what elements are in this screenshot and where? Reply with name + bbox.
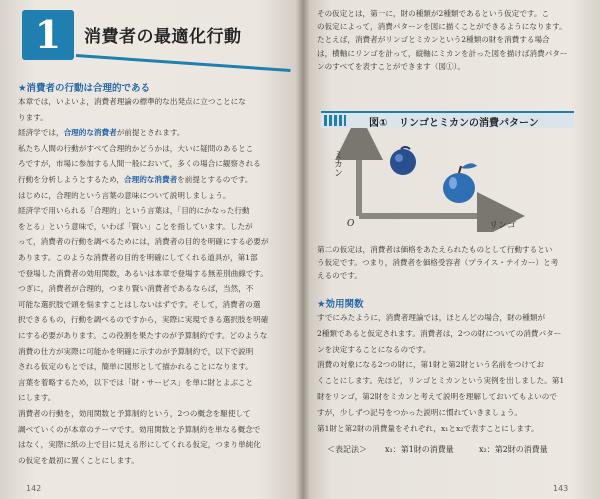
text-line: の仮定を最初に置くことにします。: [18, 455, 139, 465]
text-line: すでにみたように，消費者理論では，ほとんどの場合，財の種類が: [317, 313, 546, 322]
chapter-title: 消費者の最適化行動: [84, 27, 242, 47]
notation-x2: x₂：第2財の消費量: [479, 445, 548, 454]
figure-header: [321, 111, 574, 128]
text-line: ろですが，市場に参加する人間一般において，多くの場合に観察される: [18, 159, 261, 169]
chapter-number: 1: [34, 12, 62, 57]
apple-icon: [443, 163, 477, 203]
text-line: ります。: [18, 112, 48, 122]
text-line: 言葉を着略するため，以下では「財・サービス」を単に財とよぶこと: [18, 377, 254, 387]
figure-marker-icon: [324, 115, 346, 126]
text-line: すが，少しずつ記号をつかった説明に慣れていきましょう。: [317, 407, 523, 417]
text-line: う仮定です。つまり，消費者を価格受容者（プライス・テイカー）と考: [317, 258, 559, 268]
text-line: で登場した消費者の効用関数，あるいは本章で登場する無差別曲線です。: [18, 268, 268, 278]
text-line: ンを決定することになるのです。: [317, 344, 431, 354]
text-line: はじめに，合理的という言葉の意味について説明しましょう。: [18, 190, 231, 200]
text-line: 2種類であると仮定されます。消費者は，2つの財についての消費パター: [317, 328, 562, 338]
orange-icon: [390, 147, 416, 175]
notation-x1: x₁：第1財の消費量: [385, 445, 454, 454]
text-line: 調べていくのが本章のテーマです。効用関数と予算制約を単なる概念で: [18, 424, 261, 434]
text-line: 私たち人間の行動がすべて合理的かどうかは，大いに疑問のあるとこ: [18, 143, 254, 153]
text-line: 第1財と第2財の消費量をそれぞれ，x₁とx₂で表すことにします。: [317, 423, 539, 433]
text-line: 消費の対象になる2つの財に，第1財と第2財という名前をつけてお: [317, 360, 545, 370]
x-axis-label: リンゴ: [489, 221, 517, 231]
text-line: 第二の仮定は，消費者は価格をあたえられたものとして行動するとい: [317, 245, 553, 254]
text-line: くことにします。先ほど，リンゴとミカンという実例を出しました。第1: [317, 376, 565, 386]
text-line: 行動を分析しようとするため，合理的な消費者を前提とするのです。: [18, 175, 253, 184]
text-line: の仮定によって，消費パターンを図に描くことができるようになります。: [317, 22, 567, 32]
figure-title-text: リンゴとミカンの消費パターン: [398, 118, 539, 129]
text-line: 経済学で用いられる「合理的」という言葉は，「目的にかなった行動: [18, 206, 250, 216]
text-line: その仮定とは，第一に，財の種類が2種類であるという仮定です。こ: [317, 9, 550, 18]
text-line: 可能な選択肢で頭を悩ますことはしないはずです。そして，消費者の選: [18, 299, 261, 309]
text-line: えるのです。: [317, 271, 362, 281]
chapter-number-box: [22, 10, 74, 60]
section-heading-utility: ★効用関数: [317, 299, 364, 310]
y-axis-label: ミカン: [332, 150, 342, 177]
text-line: はなく，実際に紙の上で目に見える形にしてくれる仮定，つまり単純化: [18, 440, 261, 450]
text-line: 択できるもの，行動を調べるのですから，実際に実現できる選択肢を明確: [18, 315, 269, 325]
figure-title: [369, 114, 539, 129]
right-page: [303, 0, 600, 499]
page-number-right: 143: [553, 484, 569, 493]
figure-label: 図①: [369, 118, 388, 129]
highlighted-term: 合理的な消費者: [124, 175, 178, 184]
text-line: される仮定のもとでは，簡単に図形として描かれることになります。: [18, 362, 253, 372]
text-line: 消費者の行動を，効用関数と予算制約という，2つの概念を駆使して: [18, 409, 251, 418]
text-line: 経済学では，合理的な消費者が前提とされます。: [18, 128, 185, 138]
text-line: 財をリンゴ，第2財をミカンと考えて説明を理解しておいてもよいので: [317, 392, 557, 401]
text-line: にする必要があります。この役割を果たすのが予算制約です。どのような: [18, 331, 268, 340]
text-line: は，横軸にリンゴを計って，縦軸にミカンを計った図を描けば消費パター: [317, 48, 568, 58]
text-line: つぎに，消費者が合理的，つまり賢い消費者であるならば，当然，不: [18, 284, 254, 294]
text-line: をとる」という意味で，いわば「賢い」ことを指しています。したが: [18, 221, 253, 231]
chapter-title-underline: [76, 54, 291, 72]
text-line: たとえば，消費者がリンゴとミカンという2種類の財を消費する場合: [317, 35, 550, 45]
text-line: って，消費者の行動を調べるためには，消費者の目的を明確にする必要が: [18, 237, 269, 247]
highlighted-term: 合理的な消費者: [63, 128, 117, 138]
text-line: にします。: [18, 393, 56, 403]
book-gutter: [296, 0, 310, 499]
section-heading-rational: ★消費者の行動は合理的である: [18, 83, 151, 94]
figure-diagram: [321, 128, 574, 232]
notation-label: ＜表記法＞: [327, 445, 367, 454]
text-line: ンのすべてを表すことができます（図①）。: [317, 61, 465, 71]
text-line: 本章では，いよいよ，消費者理論の標準的な出発点に立つことにな: [18, 97, 246, 106]
consumption-pattern-diagram: [321, 128, 574, 232]
page-number-left: 142: [26, 484, 42, 493]
origin-label: O: [347, 219, 355, 229]
text-line: 消費の仕方が実際に可能かを明確に示すのが予算制約で，以下で説明: [18, 346, 254, 356]
text-line: あります。このような消費者の目的を明確にしてくれる道具が，第1部: [18, 253, 258, 262]
